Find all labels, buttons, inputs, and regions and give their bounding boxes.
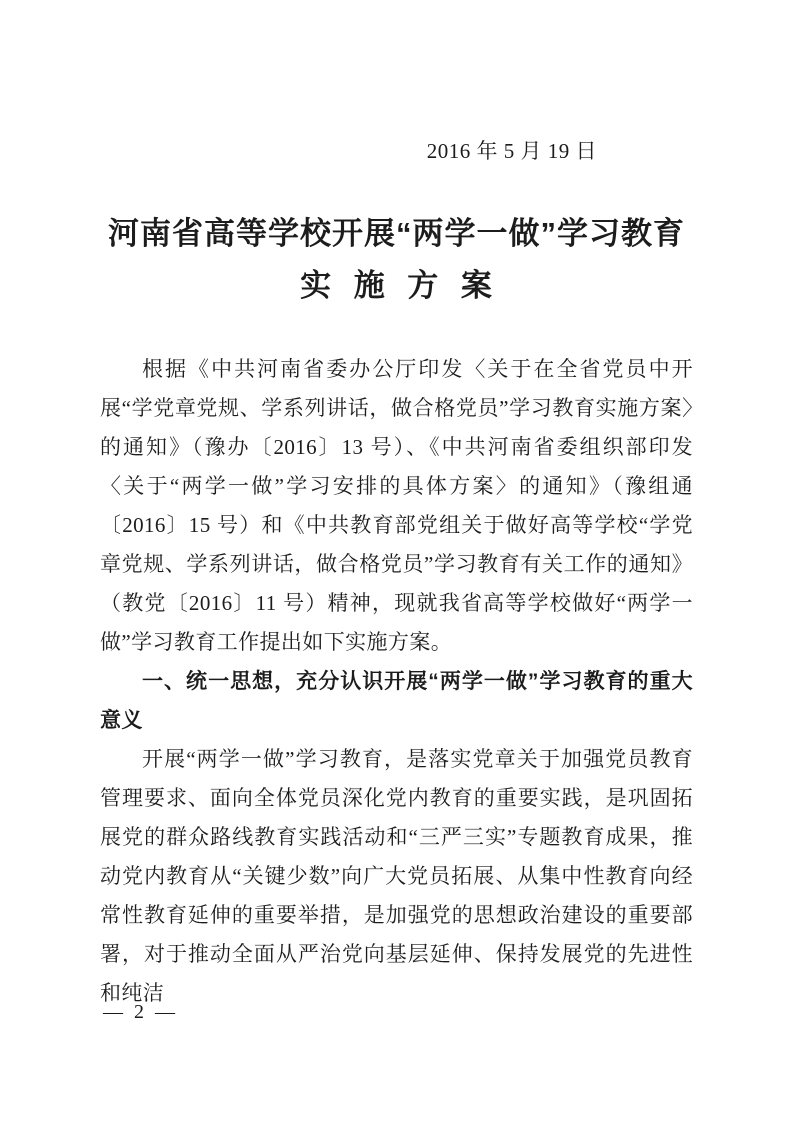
section-heading-1: 一、统一思想，充分认识开展“两学一做”学习教育的重大意义 xyxy=(100,670,693,732)
document-title-line-2: 实 施 方 案 xyxy=(300,268,493,303)
paragraph-basis: 根据《中共河南省委办公厅印发〈关于在全省党员中开展“学党章党规、学系列讲话，做合格党员”学习教育实施方案〉的通知》（豫办〔2016〕13 号）、《中共河南省委组织部印发〈关于“两学一做”学习安排的具体方案〉的通知》（豫组通〔2016〕15 号）和《中共教育部党组关于做好高等学校“学党章党规、学系列讲话，做合格党员”学习教育有关工作的通知》（教党〔2016〕11 号）精神，现就我省高等学校做好“两学一做”学习教育工作提出如下实施方案。 xyxy=(100,357,693,654)
document-title-line-1: 河南省高等学校开展“两学一做”学习教育 xyxy=(108,216,685,251)
paragraph-significance: 开展“两学一做”学习教育，是落实党章关于加强党员教育管理要求、面向全体党员深化党内教育的重要实践，是巩固拓展党的群众路线教育实践活动和“三严三实”专题教育成果，推动党内教育从“关键少数”向广大党员拓展、从集中性教育向经常性教育延伸的重要举措，是加强党的思想政治建设的重要部署，对于推动全面从严治党向基层延伸、保持发展党的先进性和纯洁 xyxy=(100,747,693,1005)
date-line: 2016 年 5 月 19 日 xyxy=(426,139,597,163)
page-number: — 2 — xyxy=(103,1001,178,1023)
document-title xyxy=(100,208,693,312)
